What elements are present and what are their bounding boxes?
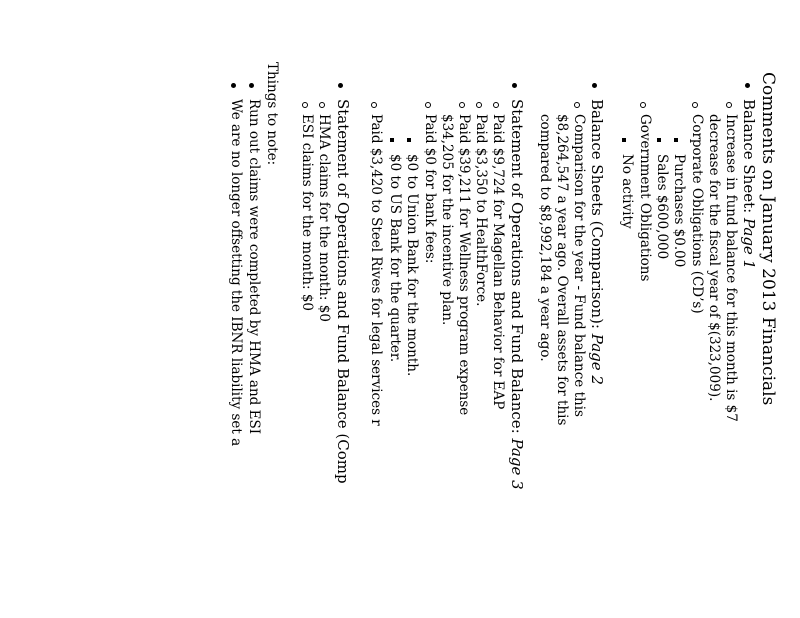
item-line: Comparison for the year - Fund balance this <box>571 114 587 417</box>
sub-item: Sales $600,000 <box>654 154 670 260</box>
item-line: decrease for the fiscal year of $(323,009). <box>706 114 722 402</box>
sub-item: Purchases $0.00 <box>671 154 687 268</box>
sub-bullet-icon <box>319 102 325 108</box>
item-line: compared to $8,992,184 a year ago. <box>537 114 553 362</box>
note-item: Run out claims were completed by HMA and ESI <box>246 99 262 435</box>
page-reference: Page 3 <box>508 438 526 490</box>
bullet-square-icon <box>674 138 678 142</box>
sub-bullet-icon <box>371 102 377 108</box>
item-line: ESI claims for the month: $0 <box>299 114 315 312</box>
sub-item: $0 to Union Bank for the month. <box>404 154 420 377</box>
page-title: Comments on January 2013 Financials <box>758 72 778 406</box>
bullet-icon <box>745 83 750 88</box>
sub-bullet-icon <box>425 102 431 108</box>
section-heading: Balance Sheet: Page 1 <box>740 99 758 270</box>
item-line: $8,264,547 a year ago. Overall assets for this <box>554 114 570 426</box>
item-line: Increase in fund balance for this month is $7 <box>723 114 739 422</box>
item-line: Paid $39,211 for Wellness program expense <box>456 114 472 416</box>
item-line: Paid $9,724 for Magellan Behavior for EAP <box>490 114 506 410</box>
sub-item: $0 to US Bank for the quarter. <box>387 154 403 363</box>
notes-heading: Things to note: <box>264 62 280 166</box>
bullet-icon <box>231 83 236 88</box>
bullet-icon <box>592 83 597 88</box>
item-line: Government Obligations <box>637 114 653 282</box>
page-reference: Page 1 <box>740 217 758 270</box>
item-line: HMA claims for the month: $0 <box>316 114 332 322</box>
sub-bullet-icon <box>493 102 499 108</box>
sub-bullet-icon <box>726 102 732 108</box>
item-line: Paid $0 for bank fees: <box>422 114 438 264</box>
item-line: Paid $3,350 to HealthForce. <box>473 114 489 307</box>
item-line: Paid $3,420 to Steel Rives for legal services r <box>368 114 384 426</box>
bullet-square-icon <box>657 138 661 142</box>
item-line: Corporate Obligations (CD’s) <box>689 114 705 314</box>
sub-bullet-icon <box>640 102 646 108</box>
bullet-square-icon <box>390 138 394 142</box>
sub-bullet-icon <box>302 102 308 108</box>
bullet-square-icon <box>622 138 626 142</box>
item-line: $34,205 for the incentive plan. <box>439 114 455 326</box>
sub-bullet-icon <box>476 102 482 108</box>
bullet-square-icon <box>407 138 411 142</box>
bullet-icon <box>512 83 517 88</box>
bullet-icon <box>338 83 343 88</box>
sub-bullet-icon <box>459 102 465 108</box>
bullet-icon <box>249 83 254 88</box>
note-item: We are no longer offsetting the IBNR liability set a <box>228 99 244 447</box>
sub-bullet-icon <box>692 102 698 108</box>
sub-item: No activity <box>619 154 635 229</box>
sub-bullet-icon <box>574 102 580 108</box>
page-reference: Page 2 <box>588 333 606 385</box>
section-heading: Balance Sheets (Comparison): Page 2 <box>588 99 606 385</box>
section-heading: Statement of Operations and Fund Balance (Comp <box>334 99 352 484</box>
section-heading: Statement of Operations and Fund Balance: Page 3 <box>508 99 526 490</box>
